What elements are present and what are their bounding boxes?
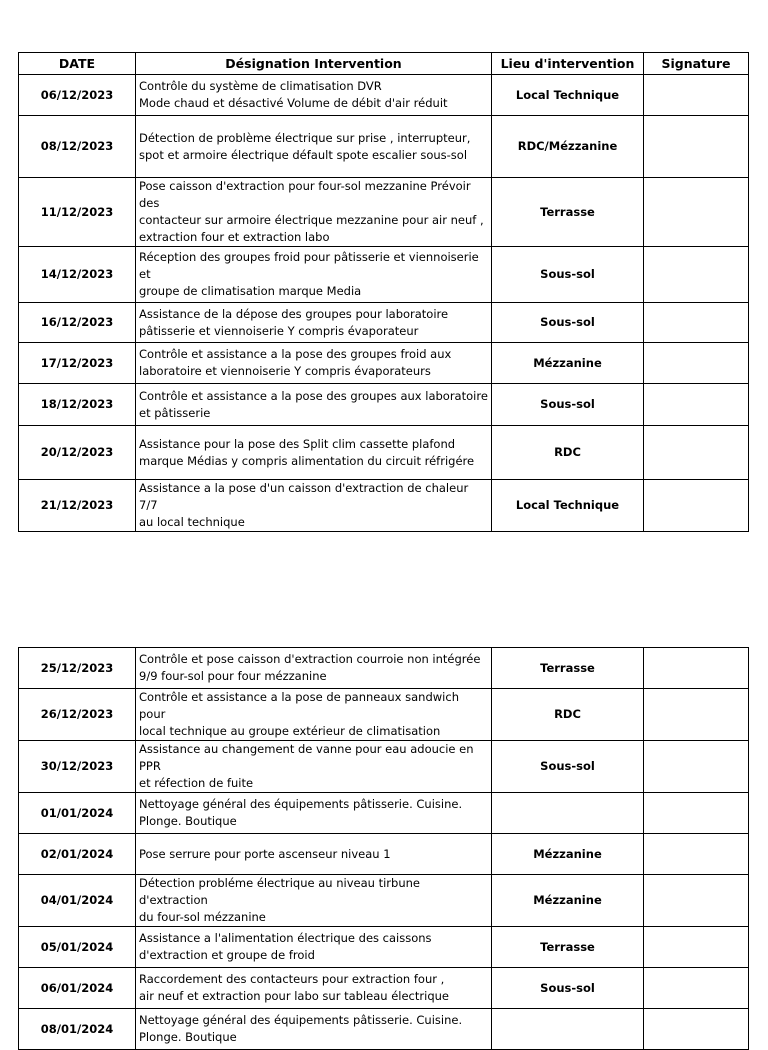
date-cell: 17/12/2023 (19, 343, 136, 384)
signature-cell (644, 875, 749, 927)
date-cell: 04/01/2024 (19, 875, 136, 927)
signature-cell (644, 303, 749, 343)
signature-cell (644, 247, 749, 303)
table-row (19, 75, 749, 116)
date-cell: 08/01/2024 (19, 1009, 136, 1050)
signature-cell (644, 834, 749, 875)
signature-cell (644, 648, 749, 689)
table-row (19, 927, 749, 968)
lieu-cell: RDC/Mézzanine (492, 116, 644, 178)
date-cell: 14/12/2023 (19, 247, 136, 303)
signature-cell (644, 178, 749, 247)
signature-cell (644, 75, 749, 116)
signature-cell (644, 343, 749, 384)
table-row (19, 648, 749, 689)
designation-cell: Pose serrure pour porte ascenseur niveau 1 (136, 834, 492, 875)
table-row (19, 480, 749, 532)
designation-cell: Contrôle et assistance a la pose des groupes froid aux laboratoire et viennoiserie Y compris évaporateurs (136, 343, 492, 384)
lieu-cell: Mézzanine (492, 834, 644, 875)
designation-cell: Assistance de la dépose des groupes pour laboratoire pâtisserie et viennoiserie Y compris évaporateur (136, 303, 492, 343)
designation-cell: Détection probléme électrique au niveau tirbune d'extraction du four-sol mézzanine (136, 875, 492, 927)
lieu-cell: Sous-sol (492, 384, 644, 426)
lieu-cell: Mézzanine (492, 343, 644, 384)
signature-cell (644, 426, 749, 480)
lieu-cell: RDC (492, 426, 644, 480)
designation-cell: Contrôle du système de climatisation DVR Mode chaud et désactivé Volume de débit d'air réduit (136, 75, 492, 116)
interventions-table-1 (18, 52, 749, 532)
designation-cell: Pose caisson d'extraction pour four-sol mezzanine Prévoir des contacteur sur armoire électrique mezzanine pour air neuf , extraction four et extraction labo (136, 178, 492, 247)
date-cell: 06/12/2023 (19, 75, 136, 116)
date-cell: 18/12/2023 (19, 384, 136, 426)
table-row (19, 875, 749, 927)
designation-cell: Contrôle et assistance a la pose de panneaux sandwich pour local technique au groupe extérieur de climatisation (136, 689, 492, 741)
lieu-cell: Terrasse (492, 178, 644, 247)
lieu-cell: Mézzanine (492, 875, 644, 927)
lieu-cell: Sous-sol (492, 741, 644, 793)
lieu-cell: Sous-sol (492, 968, 644, 1009)
signature-cell (644, 116, 749, 178)
lieu-cell: Terrasse (492, 927, 644, 968)
table-row (19, 384, 749, 426)
lieu-cell (492, 1009, 644, 1050)
designation-cell: Assistance pour la pose des Split clim cassette plafond marque Médias y compris alimentation du circuit réfrigére (136, 426, 492, 480)
lieu-cell: Local Technique (492, 480, 644, 532)
table-row (19, 968, 749, 1009)
date-cell: 26/12/2023 (19, 689, 136, 741)
table-row (19, 1009, 749, 1050)
lieu-cell: Sous-sol (492, 247, 644, 303)
lieu-cell (492, 793, 644, 834)
designation-cell: Assistance au changement de vanne pour eau adoucie en PPR et réfection de fuite (136, 741, 492, 793)
lieu-cell: Local Technique (492, 75, 644, 116)
header-date: DATE (19, 53, 136, 75)
date-cell: 02/01/2024 (19, 834, 136, 875)
signature-cell (644, 1009, 749, 1050)
lieu-cell: Terrasse (492, 648, 644, 689)
signature-cell (644, 793, 749, 834)
date-cell: 16/12/2023 (19, 303, 136, 343)
designation-cell: Assistance a la pose d'un caisson d'extraction de chaleur 7/7 au local technique (136, 480, 492, 532)
signature-cell (644, 927, 749, 968)
designation-cell: Réception des groupes froid pour pâtisserie et viennoiserie et groupe de climatisation marque Media (136, 247, 492, 303)
lieu-cell: Sous-sol (492, 303, 644, 343)
date-cell: 20/12/2023 (19, 426, 136, 480)
date-cell: 01/01/2024 (19, 793, 136, 834)
table-row (19, 689, 749, 741)
date-cell: 06/01/2024 (19, 968, 136, 1009)
header-row (19, 53, 749, 75)
designation-cell: Nettoyage général des équipements pâtisserie. Cuisine. Plonge. Boutique (136, 793, 492, 834)
table-row (19, 178, 749, 247)
signature-cell (644, 384, 749, 426)
header-designation: Désignation Intervention (136, 53, 492, 75)
table-row (19, 343, 749, 384)
date-cell: 08/12/2023 (19, 116, 136, 178)
designation-cell: Contrôle et assistance a la pose des groupes aux laboratoire et pâtisserie (136, 384, 492, 426)
date-cell: 21/12/2023 (19, 480, 136, 532)
designation-cell: Assistance a l'alimentation électrique des caissons d'extraction et groupe de froid (136, 927, 492, 968)
table-row (19, 741, 749, 793)
date-cell: 30/12/2023 (19, 741, 136, 793)
designation-cell: Nettoyage général des équipements pâtisserie. Cuisine. Plonge. Boutique (136, 1009, 492, 1050)
table-row (19, 116, 749, 178)
table-row (19, 303, 749, 343)
table-row (19, 247, 749, 303)
signature-cell (644, 480, 749, 532)
header-lieu: Lieu d'intervention (492, 53, 644, 75)
date-cell: 05/01/2024 (19, 927, 136, 968)
header-signature: Signature (644, 53, 749, 75)
date-cell: 11/12/2023 (19, 178, 136, 247)
lieu-cell: RDC (492, 689, 644, 741)
designation-cell: Détection de problème électrique sur prise , interrupteur, spot et armoire électrique défault spote escalier sous-sol (136, 116, 492, 178)
interventions-table-2 (18, 647, 749, 1050)
designation-cell: Raccordement des contacteurs pour extraction four , air neuf et extraction pour labo sur tableau électrique (136, 968, 492, 1009)
date-cell: 25/12/2023 (19, 648, 136, 689)
signature-cell (644, 968, 749, 1009)
table-row (19, 426, 749, 480)
table-row (19, 793, 749, 834)
designation-cell: Contrôle et pose caisson d'extraction courroie non intégrée 9/9 four-sol pour four mézzanine (136, 648, 492, 689)
table-row (19, 834, 749, 875)
signature-cell (644, 689, 749, 741)
signature-cell (644, 741, 749, 793)
